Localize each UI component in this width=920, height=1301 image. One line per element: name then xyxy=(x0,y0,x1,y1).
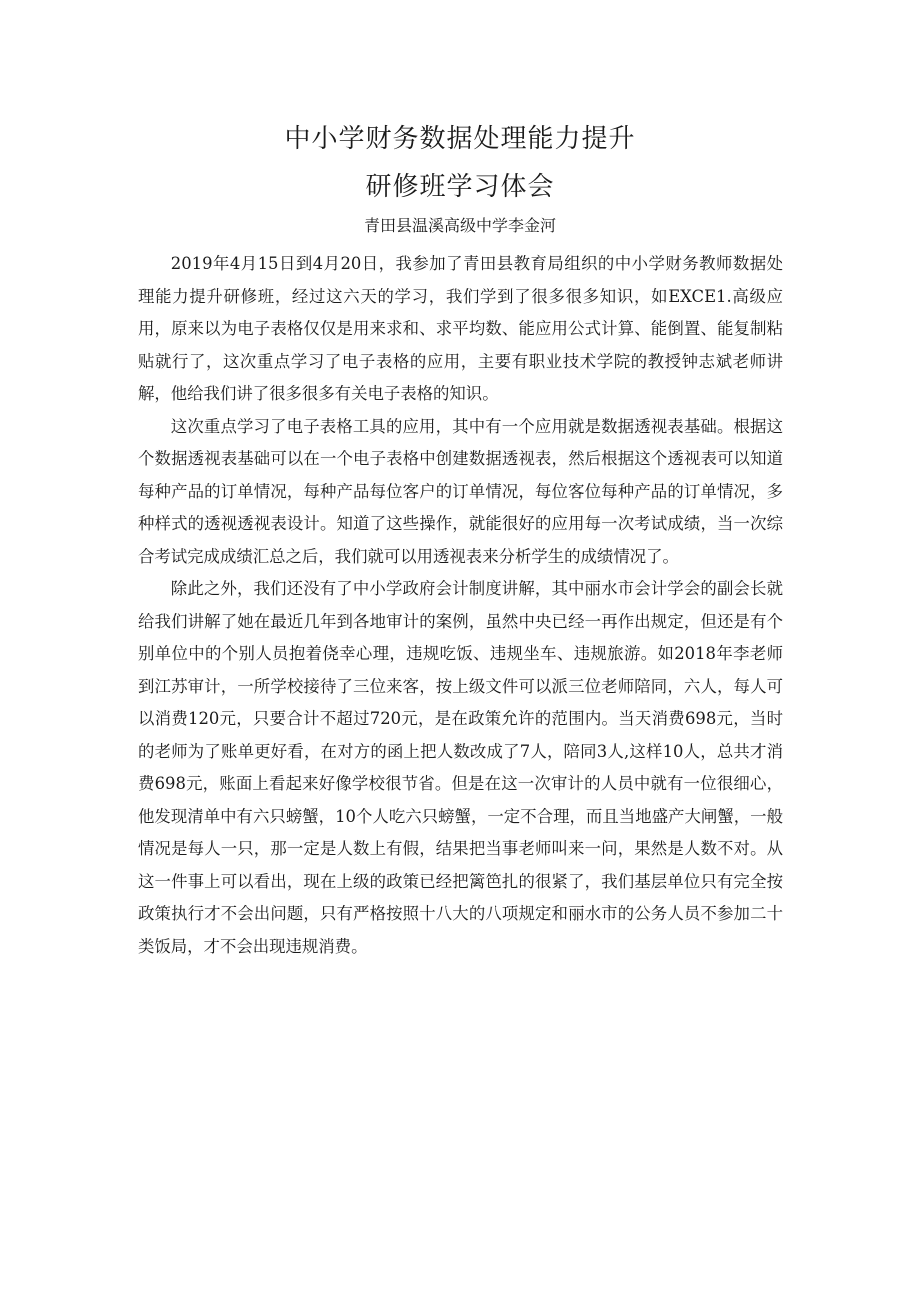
document-title-line-2: 研修班学习体会 xyxy=(365,172,555,202)
body-paragraph: 除此之外，我们还没有了中小学政府会计制度讲解，其中丽水市会计学会的副会长就给我们讲解了她在最近几年到各地审计的案例，虽然中央已经一再作出规定，但还是有个别单位中的个别人员抱着侥幸心理，违规吃饭、违规坐车、违规旅游。如2018年李老师到江苏审计，一所学校接待了三位来客，按上级文件可以派三位老师陪同，六人，每人可以消费120元，只要合计不超过720元，是在政策允许的范围内。当天消费698元，当时的老师为了账单更好看，在对方的函上把人数改成了7人，陪同3人,这样10人，总共才消费698元，账面上看起来好像学校很节省。但是在这一次审计的人员中就有一位很细心，他发现清单中有六只螃蟹，10个人吃六只螃蟹，一定不合理，而且当地盛产大闸蟹，一般情况是每人一只，那一定是人数上有假，结果把当事老师叫来一问，果然是人数不对。从这一件事上可以看出，现在上级的政策已经把篱笆扎的很紧了，我们基层单位只有完全按政策执行才不会出问题，只有严格按照十八大的八项规定和丽水市的公务人员不参加二十类饭局，才不会出现违规消费。 xyxy=(138,579,783,956)
document-author: 青田县温溪高级中学李金河 xyxy=(363,216,556,235)
body-paragraph: 这次重点学习了电子表格工具的应用，其中有一个应用就是数据透视表基础。根据这个数据透视表基础可以在一个电子表格中创建数据透视表，然后根据这个透视表可以知道每种产品的订单情况，每种产品每位客户的订单情况，每位客位每种产品的订单情况，多种样式的透视透视表设计。知道了这些操作，就能很好的应用每一次考试成绩，当一次综合考试完成成绩汇总之后，我们就可以用透视表来分析学生的成绩情况了。 xyxy=(138,416,783,566)
document-body xyxy=(138,248,783,963)
document-title-line-1: 中小学财务数据处理能力提升 xyxy=(284,124,636,154)
body-paragraph: 2019年4月15日到4月20日，我参加了青田县教育局组织的中小学财务教师数据处理能力提升研修班，经过这六天的学习，我们学到了很多很多知识，如EXCE1.高级应用，原来以为电子表格仅仅是用来求和、求平均数、能应用公式计算、能倒置、能复制粘贴就行了，这次重点学习了电子表格的应用，主要有职业技术学院的教授钟志斌老师讲解，他给我们讲了很多很多有关电子表格的知识。 xyxy=(138,254,783,403)
